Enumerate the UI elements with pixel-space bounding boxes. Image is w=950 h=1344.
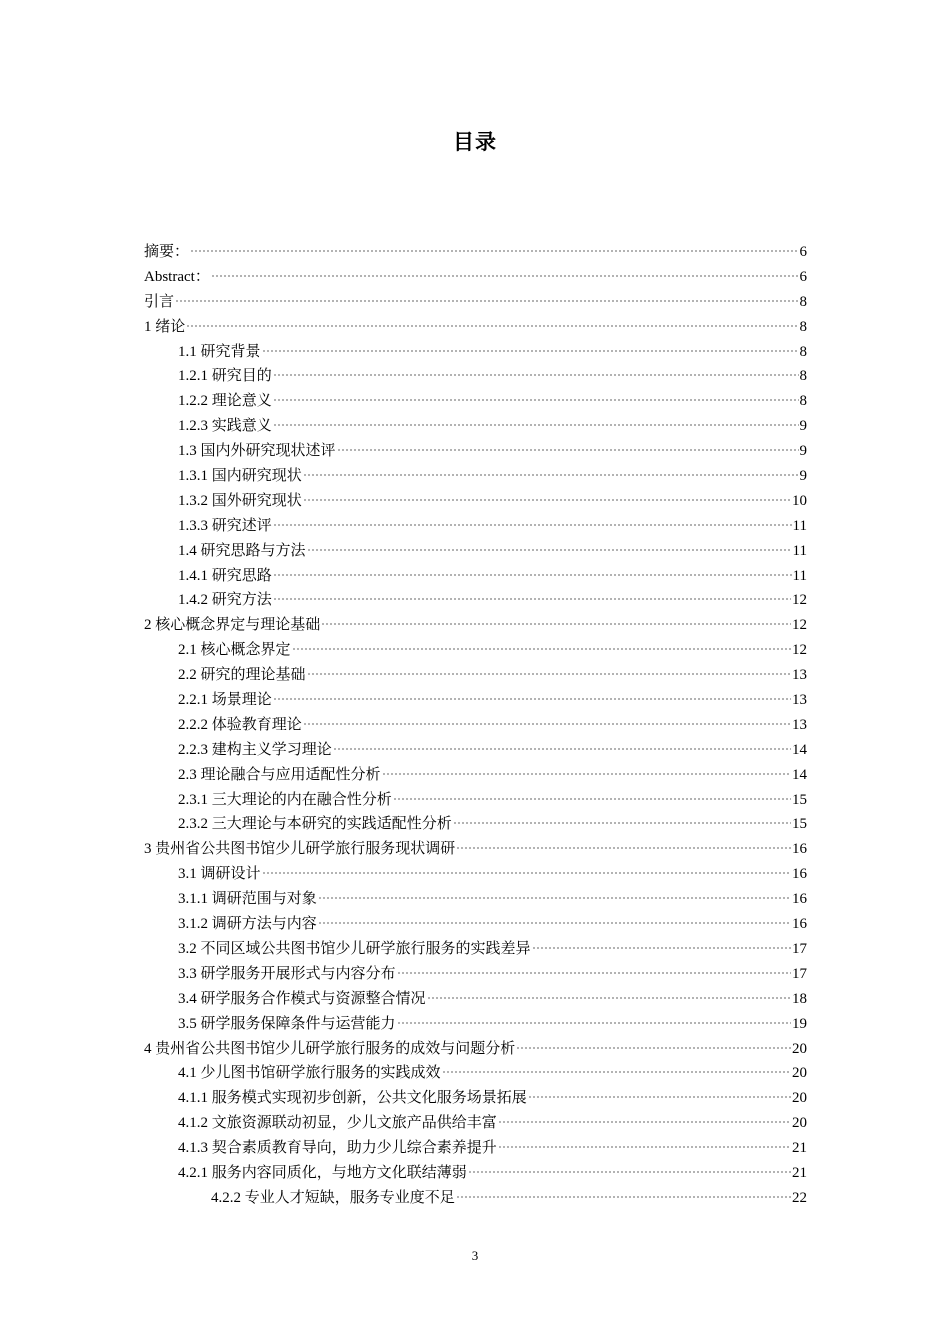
toc-entry[interactable]: [144, 738, 807, 763]
toc-entry[interactable]: [144, 1111, 807, 1136]
page-title: 目录: [453, 130, 497, 154]
toc-entry[interactable]: [144, 1136, 807, 1161]
toc-entry-label: 2.1 核心概念界定: [178, 642, 291, 659]
toc-entry-page: 20: [792, 1065, 807, 1082]
toc-dot-leader: [397, 1022, 791, 1024]
toc-entry-page: 20: [792, 1090, 807, 1107]
toc-dot-leader: [307, 549, 792, 551]
toc-entry-label: 3.1.2 调研方法与内容: [178, 916, 317, 933]
toc-dot-leader: [321, 623, 791, 625]
toc-entry[interactable]: [144, 588, 807, 613]
toc-entry-label: 2.2.3 建构主义学习理论: [178, 741, 332, 758]
toc-entry-label: 4.1.3 契合素质教育导向，助力少儿综合素养提升: [178, 1140, 497, 1157]
toc-entry[interactable]: [144, 290, 807, 315]
toc-dot-leader: [307, 673, 791, 675]
toc-entry-page: 16: [792, 916, 807, 933]
toc-entry-label: 摘要：: [144, 244, 190, 260]
toc-entry-page: 11: [792, 567, 807, 584]
toc-dot-leader: [337, 449, 799, 451]
toc-entry-label: 1.2.2 理论意义: [178, 393, 272, 410]
toc-entry-label: 4.1 少儿图书馆研学旅行服务的实践成效: [178, 1065, 441, 1082]
toc-entry-label: 3.5 研学服务保障条件与运营能力: [178, 1015, 396, 1032]
toc-entry-page: 9: [799, 443, 807, 460]
toc-entry-label: Abstract：: [144, 268, 210, 285]
toc-entry-page: 22: [792, 1189, 807, 1206]
toc-dot-leader: [175, 300, 798, 302]
toc-entry[interactable]: [144, 340, 807, 365]
toc-entry-page: 8: [799, 393, 807, 410]
toc-entry[interactable]: [144, 489, 807, 514]
toc-entry-label: 2.3.2 三大理论与本研究的实践适配性分析: [178, 816, 452, 833]
toc-entry-page: 6: [799, 244, 807, 260]
toc-dot-leader: [532, 947, 791, 949]
toc-entry-page: 17: [792, 965, 807, 982]
toc-entry-page: 8: [799, 343, 807, 360]
toc-dot-leader: [456, 1196, 791, 1198]
toc-entry[interactable]: [144, 887, 807, 912]
toc-dot-leader: [382, 773, 791, 775]
toc-entry-label: 1.2.3 实践意义: [178, 418, 272, 435]
toc-entry[interactable]: [144, 1061, 807, 1086]
toc-dot-leader: [273, 399, 799, 401]
toc-entry[interactable]: [144, 638, 807, 663]
toc-dot-leader: [456, 847, 791, 849]
toc-entry-page: 11: [792, 517, 807, 534]
toc-entry-label: 3.3 研学服务开展形式与内容分布: [178, 965, 396, 982]
toc-entry-label: 2 核心概念界定与理论基础: [144, 617, 321, 634]
toc-entry[interactable]: [144, 265, 807, 290]
toc-entry-label: 4.2.2 专业人才短缺，服务专业度不足: [211, 1189, 455, 1206]
toc-entry[interactable]: [144, 1037, 807, 1062]
toc-entry[interactable]: [144, 912, 807, 937]
toc-entry[interactable]: [144, 763, 807, 788]
toc-entry-page: 12: [792, 617, 807, 634]
toc-entry-page: 13: [792, 692, 807, 709]
page-number: 3: [471, 1248, 479, 1263]
toc-entry-label: 1.4 研究思路与方法: [178, 542, 306, 559]
toc-entry-page: 19: [792, 1015, 807, 1032]
toc-dot-leader: [318, 897, 791, 899]
toc-entry-page: 17: [792, 940, 807, 957]
toc-entry-label: 1.1 研究背景: [178, 343, 261, 360]
toc-entry-label: 1.4.2 研究方法: [178, 592, 272, 609]
toc-dot-leader: [318, 922, 791, 924]
toc-dot-leader: [528, 1096, 791, 1098]
toc-entry-page: 11: [792, 542, 807, 559]
toc-entry[interactable]: [144, 364, 807, 389]
toc-dot-leader: [292, 648, 791, 650]
toc-entry-label: 2.2 研究的理论基础: [178, 667, 306, 684]
toc-entry-page: 21: [792, 1140, 807, 1157]
toc-dot-leader: [427, 997, 791, 999]
toc-entry-page: 15: [792, 816, 807, 833]
toc-entry[interactable]: [144, 564, 807, 589]
toc-entry[interactable]: [144, 1012, 807, 1037]
toc-entry[interactable]: [144, 613, 807, 638]
toc-entry-page: 16: [792, 841, 807, 858]
toc-entry[interactable]: [144, 464, 807, 489]
toc-entry[interactable]: [144, 987, 807, 1012]
toc-dot-leader: [273, 524, 792, 526]
toc-entry[interactable]: [144, 240, 807, 265]
toc-entry-page: 14: [792, 766, 807, 783]
toc-entry-label: 2.2.2 体验教育理论: [178, 716, 302, 733]
toc-entry-page: 9: [799, 418, 807, 435]
toc-entry-page: 8: [799, 293, 807, 310]
toc-entry-label: 4 贵州省公共图书馆少儿研学旅行服务的成效与问题分析: [144, 1040, 516, 1057]
toc-entry-label: 2.2.1 场景理论: [178, 692, 272, 709]
toc-entry-page: 9: [799, 468, 807, 485]
toc-entry-page: 8: [799, 368, 807, 385]
toc-entry[interactable]: [144, 315, 807, 340]
toc-entry[interactable]: [144, 414, 807, 439]
toc-entry[interactable]: [144, 962, 807, 987]
toc-entry[interactable]: [144, 837, 807, 862]
toc-dot-leader: [303, 474, 799, 476]
toc-entry-label: 2.3.1 三大理论的内在融合性分析: [178, 791, 392, 808]
toc-entry[interactable]: [144, 1186, 807, 1211]
table-of-contents: [144, 240, 807, 1211]
toc-dot-leader: [273, 574, 792, 576]
toc-dot-leader: [442, 1071, 791, 1073]
toc-entry-page: 20: [792, 1115, 807, 1132]
toc-dot-leader: [468, 1171, 791, 1173]
toc-dot-leader: [273, 698, 791, 700]
toc-entry-label: 1 绪论: [144, 318, 186, 335]
toc-dot-leader: [397, 972, 791, 974]
toc-entry[interactable]: [144, 539, 807, 564]
toc-entry-label: 3.2 不同区域公共图书馆少儿研学旅行服务的实践差异: [178, 940, 531, 957]
toc-entry-page: 16: [792, 891, 807, 908]
toc-entry-label: 1.3.1 国内研究现状: [178, 468, 302, 485]
toc-entry[interactable]: [144, 688, 807, 713]
toc-entry[interactable]: [144, 389, 807, 414]
toc-entry-label: 2.3 理论融合与应用适配性分析: [178, 766, 381, 783]
toc-entry[interactable]: [144, 514, 807, 539]
toc-entry-page: 6: [799, 268, 807, 285]
toc-entry-page: 16: [792, 866, 807, 883]
toc-entry[interactable]: [144, 663, 807, 688]
toc-entry-label: 3.1.1 调研范围与对象: [178, 891, 317, 908]
toc-entry[interactable]: [144, 1086, 807, 1111]
toc-entry-label: 3.4 研学服务合作模式与资源整合情况: [178, 990, 426, 1007]
toc-entry-page: 10: [792, 492, 807, 509]
toc-dot-leader: [516, 1047, 791, 1049]
toc-entry-page: 13: [792, 716, 807, 733]
toc-entry-page: 13: [792, 667, 807, 684]
toc-entry[interactable]: [144, 788, 807, 813]
toc-dot-leader: [273, 424, 799, 426]
toc-entry-label: 4.1.2 文旅资源联动初显，少儿文旅产品供给丰富: [178, 1115, 497, 1132]
toc-dot-leader: [262, 350, 799, 352]
toc-entry-page: 15: [792, 791, 807, 808]
toc-entry-label: 1.3.2 国外研究现状: [178, 492, 302, 509]
toc-entry-page: 14: [792, 741, 807, 758]
toc-entry-label: 1.3.3 研究述评: [178, 517, 272, 534]
toc-dot-leader: [333, 748, 791, 750]
toc-dot-leader: [211, 275, 799, 277]
toc-entry[interactable]: [144, 812, 807, 837]
toc-entry[interactable]: [144, 713, 807, 738]
toc-entry-label: 4.1.1 服务模式实现初步创新，公共文化服务场景拓展: [178, 1090, 527, 1107]
toc-dot-leader: [498, 1146, 791, 1148]
toc-entry-label: 1.4.1 研究思路: [178, 567, 272, 584]
toc-dot-leader: [273, 374, 799, 376]
toc-entry-label: 引言: [144, 293, 175, 310]
toc-entry-label: 3.1 调研设计: [178, 866, 261, 883]
toc-dot-leader: [262, 872, 791, 874]
toc-entry[interactable]: [144, 862, 807, 887]
toc-entry-page: 21: [792, 1164, 807, 1181]
toc-entry-label: 1.3 国内外研究现状述评: [178, 443, 336, 460]
toc-dot-leader: [186, 325, 798, 327]
toc-dot-leader: [303, 499, 791, 501]
toc-dot-leader: [273, 598, 791, 600]
toc-dot-leader: [190, 250, 798, 252]
toc-entry-page: 20: [792, 1040, 807, 1057]
toc-entry-label: 1.2.1 研究目的: [178, 368, 272, 385]
toc-entry-page: 8: [799, 318, 807, 335]
toc-dot-leader: [303, 723, 791, 725]
toc-dot-leader: [453, 822, 791, 824]
toc-entry[interactable]: [144, 439, 807, 464]
toc-entry-page: 12: [792, 642, 807, 659]
toc-entry-page: 18: [792, 990, 807, 1007]
toc-entry-label: 3 贵州省公共图书馆少儿研学旅行服务现状调研: [144, 841, 456, 858]
toc-entry-page: 12: [792, 592, 807, 609]
toc-dot-leader: [498, 1121, 791, 1123]
toc-entry[interactable]: [144, 1161, 807, 1186]
toc-entry-label: 4.2.1 服务内容同质化，与地方文化联结薄弱: [178, 1164, 467, 1181]
toc-dot-leader: [393, 798, 791, 800]
toc-entry[interactable]: [144, 937, 807, 962]
